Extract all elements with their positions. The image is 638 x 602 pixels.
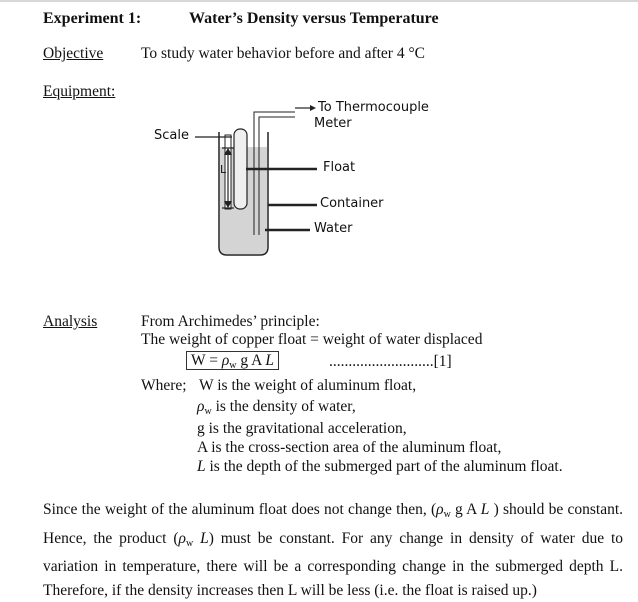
thermocouple-label-line2: Meter — [314, 116, 352, 131]
page-title: Water’s Density versus Temperature — [189, 10, 439, 27]
equation-reference: ...........................[1] — [329, 353, 452, 370]
def-weight: W is the weight of aluminum float, — [199, 377, 417, 394]
def-area: A is the cross-section area of the aluminum float, — [197, 439, 502, 456]
top-border — [0, 0, 638, 2]
analysis-intro: From Archimedes’ principle: — [141, 313, 320, 330]
depth-L-label: L — [220, 163, 227, 176]
def-depth: L is the depth of the submerged part of the aluminum float. — [197, 458, 563, 475]
conclusion-paragraph: Since the weight of the aluminum float does not change then, ($\rho_w$ g A L ) should be constant. Hence, the product ($\rho_w$ L) must be constant. For any change in density of water due to variation in temperature, there will be a corresponding change in the submerged depth L. Therefore, if the density increases then L will be less (i.e. the float is raised up.) — [43, 501, 624, 599]
scale-label: Scale — [154, 128, 189, 143]
archimedes-statement: The weight of copper float = weight of water displaced — [141, 331, 483, 348]
equation — [186, 352, 279, 371]
where-label: Where; — [141, 377, 187, 394]
float-shape — [234, 129, 247, 209]
def-density: $\rho_w$ is the density of water, — [197, 398, 356, 417]
objective-label: Objective — [43, 45, 104, 62]
equipment-diagram — [140, 95, 460, 265]
equipment-label: Equipment: — [43, 83, 116, 100]
container-label: Container — [320, 196, 384, 211]
water-label: Water — [314, 221, 353, 236]
apparatus-drawing — [140, 95, 460, 265]
def-gravity: g is the gravitational acceleration, — [197, 420, 407, 437]
experiment-label: Experiment 1: — [43, 10, 142, 27]
float-label: Float — [323, 160, 356, 175]
thermocouple-label: To Thermocouple — [318, 100, 429, 115]
equation-box: $W = \rho_w$ g A L — [186, 351, 279, 370]
objective-text: To study water behavior before and after 4 °C — [141, 45, 426, 62]
analysis-label: Analysis — [43, 313, 98, 330]
